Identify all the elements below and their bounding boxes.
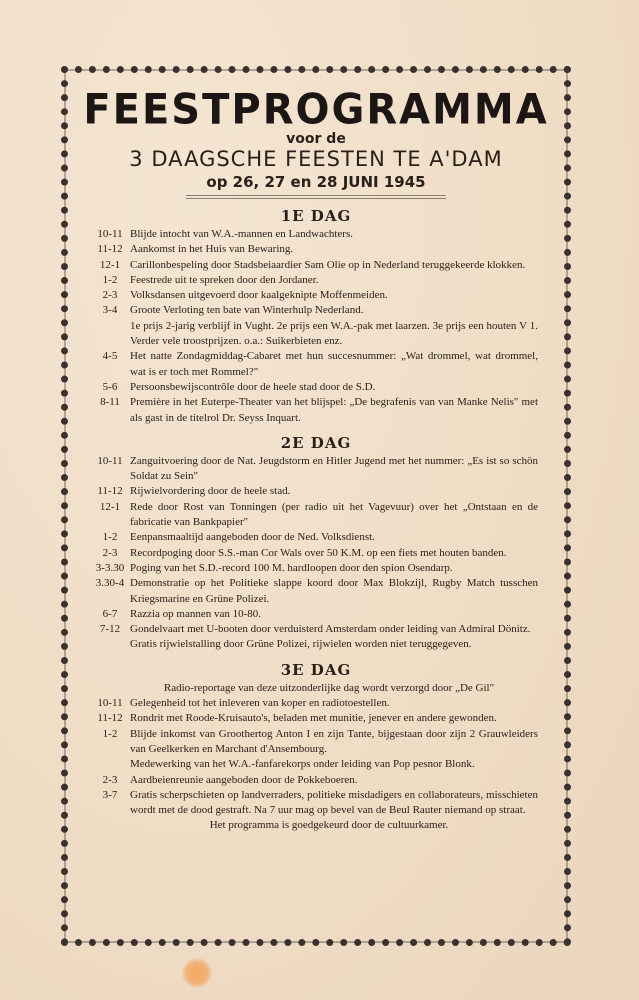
program-time: 2-3 [102,773,118,786]
program-time [90,319,130,350]
program-description: Razzia op mannen van 10-80. [130,607,262,620]
program-item [90,258,538,273]
program-list [68,227,564,426]
program-item [90,757,538,772]
program-time: 11-12 [97,712,123,725]
program-time: 3-7 [102,788,118,801]
program-description: Rede door Rost van Tonningen (per radio uit het Vagevuur) over het „Ontstaan en de fabricatie van Bankpapier" [130,500,538,529]
footer-note: Het programma is goedgekeurd door de cultuurkamer. [209,819,449,832]
program-description: Zanguitvoering door de Nat. Jeugdstorm en Hitler Jugend met het nummer: „Es ist so schön Soldat zu Sein" [130,454,538,483]
program-description: 1e prijs 2-jarig verblijf in Vught. 2e prijs een W.A.-pak met laarzen. 3e prijs een houten V 1. Verder vele troostprijzen. o.a.: Suikerbieten enz. [130,319,538,348]
program-time [90,637,130,652]
program-description: Demonstratie op het Politieke slappe koord door Max Blokzijl, Rugby Match tusschen Kriegsmarine en Grüne Polizei. [130,577,538,605]
program-time: 8-11 [100,396,120,409]
program-time: 7-12 [99,623,121,636]
page-title: FEESTPROGRAMMA [83,85,549,135]
program-description: Gelegenheid tot het inleveren van koper en radiotoestellen. [130,697,390,710]
subtitle-event: 3 DAAGSCHE FEESTEN TE A'DAM [129,147,503,171]
program-list [68,681,564,819]
program-item [90,454,538,485]
paper-stain [182,958,212,988]
program-item [90,395,538,426]
program-time: 12-1 [99,258,121,271]
program-time: 1-2 [102,727,118,740]
program-time: 10-11 [97,454,123,467]
program-description: Gratis scherpschieten op landverraders, politieke misdadigers en collaborateurs, misschieten wordt met de dood gestraft. Na 7 uur mag op bevel van de Beul Rauter niemand op straat. [130,788,538,817]
day-heading: 2E DAG [280,433,352,452]
program-item [90,273,538,288]
program-time: 2-3 [102,546,118,559]
program-item [90,303,538,318]
program-item [90,227,538,242]
footer-section [68,818,564,833]
program-item [90,622,538,637]
subtitle-voor-de: voor de [286,131,346,147]
program-item [90,576,538,607]
program-time [90,757,130,772]
day-heading: 1E DAG [280,207,352,225]
program-time: 4-5 [102,350,118,363]
program-item [90,380,538,395]
program-item [90,500,538,531]
program-item [90,242,538,257]
program-time: 2-3 [102,289,118,302]
program-description: Het natte Zondagmiddag-Cabaret met hun succesnummer: „Wat drommel, wat drommel, wat is er toch met Rommel?" [130,350,538,378]
program-time: 1-2 [102,273,118,286]
program-item [90,288,538,303]
program-description: Persoonsbewijscontrôle door de heele stad door de S.D. [130,380,376,393]
decorative-border [61,66,571,946]
program-item [90,349,538,380]
program-description: Carillonbespeling door Stadsbeiaardier Sam Olie op in Nederland teruggekeerde klokken. [130,258,526,271]
program-days [68,207,564,818]
program-description: Feestrede uit te spreken door den Jordaner. [130,273,319,286]
program-description: Blijde inkomst van Groothertog Anton I en zijn Tante, bijgestaan door zijn 2 Grauwleiders van Geelkerken en Marchant d'Ansembourg. [130,727,538,755]
program-description: Gratis rijwielstalling door Grüne Polizei, rijwielen worden niet teruggegeven. [130,638,472,651]
program-item [90,319,538,350]
program-item [90,530,538,545]
program-item [90,711,538,726]
program-description: Aankomst in het Huis van Bewaring. [130,243,294,256]
program-description: Recordpoging door S.S.-man Cor Wals over 50 K.M. op een fiets met houten banden. [130,546,507,559]
program-description: Aardbeienreunie aangeboden door de Pokkeboeren. [130,773,358,786]
program-description: Blijde intocht van W.A.-mannen en Landwachters. [130,228,353,240]
program-description: Gondelvaart met U-booten door verduisterd Amsterdam onder leiding van Admiral Dönitz. [130,623,531,636]
program-description: Eenpansmaaltijd aangeboden door de Ned. Volksdienst. [130,531,375,544]
program-description: Groote Verloting ten bate van Winterhulp Nederland. [130,304,364,317]
program-description: Poging van het S.D.-record 100 M. hardloopen door den spion Osendarp. [130,561,453,574]
program-item [90,788,538,819]
program-item [90,637,538,652]
program-time: 10-11 [97,697,123,710]
program-item [90,484,538,499]
program-time: 3.30-4 [95,577,125,590]
day-heading: 3E DAG [280,660,352,679]
program-item [90,727,538,758]
program-time: 6-7 [102,607,118,620]
program-description: Rondrit met Roode-Kruisauto's, beladen met munitie, jenever en andere gewonden. [130,712,497,725]
program-description: Medewerking van het W.A.-fanfarekorps onder leiding van Pop pesnor Blonk. [130,758,475,771]
program-description: Première in het Euterpe-Theater van het blijspel: „De begrafenis van van Manke Nelis" met als gast in de titelrol Dr. Seyss Inquart. [130,396,538,424]
program-description: Volksdansen uitgevoerd door kaalgeknipte Moffenmeiden. [130,289,388,302]
program-item [90,607,538,622]
program-item [90,561,538,576]
day-intro: Radio-reportage van deze uitzonderlijke dag wordt verzorgd door „De Gil" [163,681,495,694]
program-item [90,546,538,561]
program-time: 1-2 [102,531,118,544]
program-time: 11-12 [97,243,123,256]
subtitle-dates: op 26, 27 en 28 JUNI 1945 [206,173,426,191]
program-time: 5-6 [102,380,118,393]
program-time: 11-12 [97,485,123,498]
program-item [90,696,538,711]
program-list [68,454,564,653]
program-time: 10-11 [97,228,123,240]
program-time: 3-4 [102,304,118,317]
program-description: Rijwielvordering door de heele stad. [130,485,291,498]
program-item [90,773,538,788]
program-time: 3-3.30 [95,561,125,574]
program-time: 12-1 [99,500,121,513]
divider [186,195,446,199]
